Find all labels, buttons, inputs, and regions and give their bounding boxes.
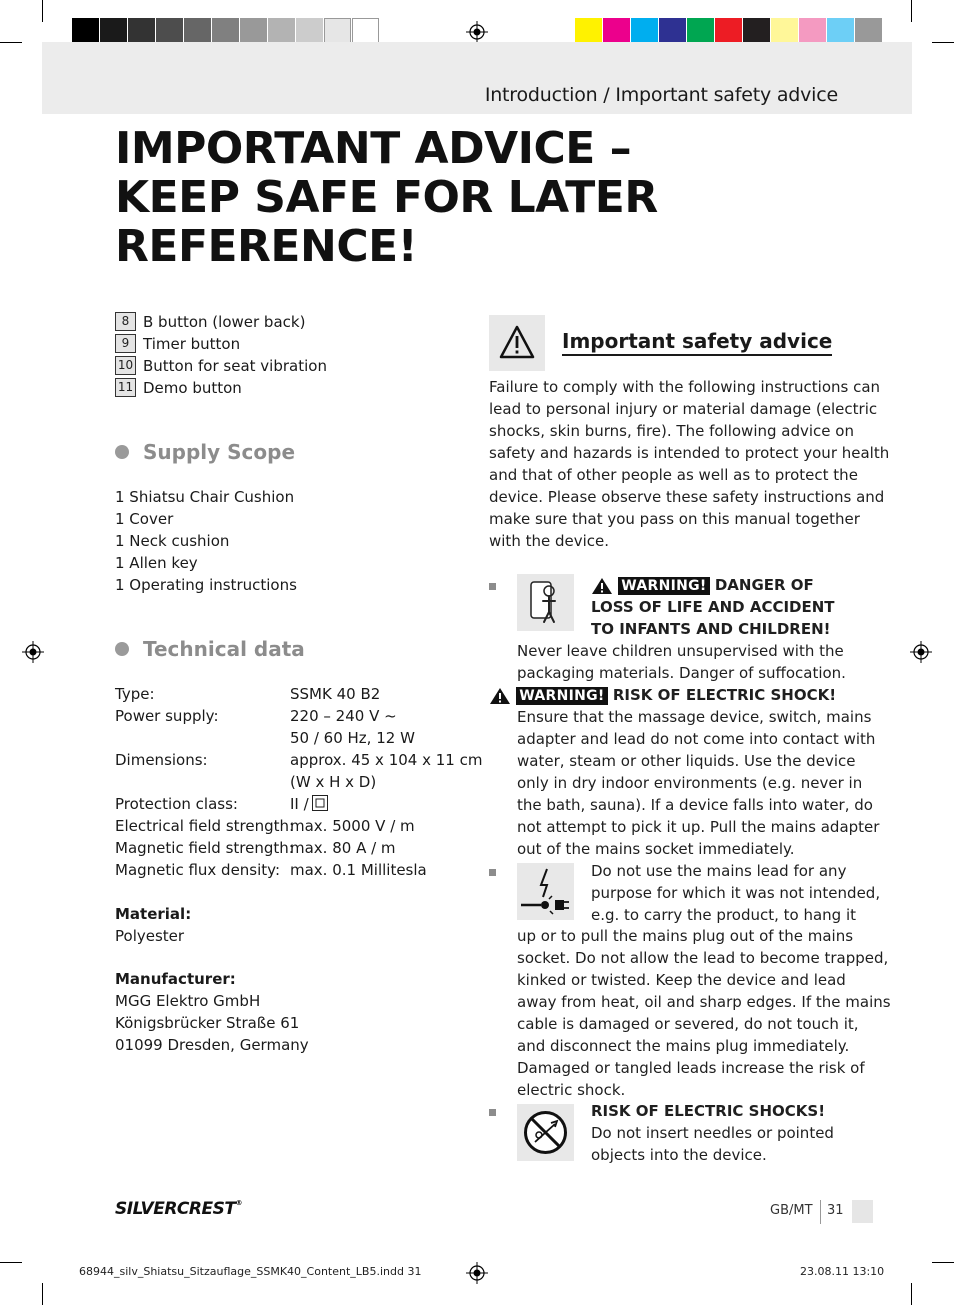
registration-mark-icon <box>910 641 932 663</box>
region-label: GB/MT <box>770 1203 813 1218</box>
legend-label: Button for seat vibration <box>143 356 327 375</box>
legend-number: 9 <box>115 334 136 353</box>
item3-line: and disconnect the mains plug immediately. <box>517 1037 850 1055</box>
warning-badge: WARNING! <box>618 577 709 595</box>
spec-value: approx. 45 x 104 x 11 cm <box>290 751 483 769</box>
warning-triangle-icon <box>489 315 545 371</box>
print-date: 23.08.11 13:10 <box>800 1265 885 1278</box>
warning-badge: WARNING! <box>516 687 607 705</box>
item2-line: Ensure that the massage device, switch, mains <box>517 708 872 726</box>
technical-data-heading <box>115 637 305 661</box>
spec-label: Magnetic flux density: <box>115 861 281 879</box>
intro-line: make sure that you pass on this manual together <box>489 510 860 528</box>
no-needles-icon <box>517 1104 574 1161</box>
file-info: 68944_silv_Shiatsu_Sitzauflage_SSMK40_Content_LB5.indd 31 <box>79 1265 422 1278</box>
item4-heading: RISK OF ELECTRIC SHOCKS! <box>591 1102 826 1120</box>
item1-heading <box>591 574 835 640</box>
item1-heading-line: TO INFANTS AND CHILDREN! <box>591 620 831 638</box>
spec-label: Power supply: <box>115 707 219 725</box>
protection-class-ii-icon <box>312 795 328 811</box>
item2-line: adapter and lead do not come into contact with <box>517 730 876 748</box>
item4-line: objects into the device. <box>591 1146 767 1164</box>
section-title: Supply Scope <box>143 440 296 464</box>
spec-label: Electrical field strength: <box>115 817 295 835</box>
item3-line: electric shock. <box>517 1081 626 1099</box>
bullet-square <box>489 583 496 590</box>
supply-scope-heading <box>115 440 295 464</box>
material-block <box>115 903 191 947</box>
item2-line: out of the mains socket immediately. <box>517 840 795 858</box>
item2-line: not attempt to pick it up. Pull the mains adapter <box>517 818 880 836</box>
header-title: Introduction / Important safety advice <box>484 84 838 106</box>
intro-line: and that of other people as well as to protect the <box>489 466 858 484</box>
list-item: 1 Allen key <box>115 554 198 572</box>
item2-line: water, steam or other liquids. Use the device <box>517 752 856 770</box>
registration-mark-icon <box>22 641 44 663</box>
spec-label: Protection class: <box>115 795 238 813</box>
item4-line: Do not insert needles or pointed <box>591 1124 834 1142</box>
manufacturer-line: 01099 Dresden, Germany <box>115 1036 309 1054</box>
title-line: REFERENCE! <box>115 221 418 272</box>
registered-mark: ® <box>235 1199 242 1207</box>
item1-text <box>517 640 846 684</box>
list-item: 1 Operating instructions <box>115 576 297 594</box>
registration-mark-icon <box>466 21 488 43</box>
spec-value: max. 0.1 Millitesla <box>290 861 427 879</box>
crop-mark <box>0 42 22 43</box>
legend-number: 8 <box>115 312 136 331</box>
page-title <box>115 124 675 271</box>
crop-mark <box>932 1262 954 1263</box>
spec-value-text: II / <box>290 795 309 813</box>
item3-line: Damaged or tangled leads increase the risk of <box>517 1059 865 1077</box>
item1-line: Never leave children unsupervised with the <box>517 642 844 660</box>
item3-line: up or to pull the mains plug out of the mains <box>517 927 854 945</box>
warning-triangle-icon <box>591 577 613 595</box>
intro-line: with the device. <box>489 532 610 550</box>
spec-value: max. 5000 V / m <box>290 817 415 835</box>
item2-line: only in dry indoor environments (e.g. never in <box>517 774 863 792</box>
spec-value: max. 80 A / m <box>290 839 396 857</box>
needle-warning-box <box>517 1104 574 1161</box>
crop-mark <box>42 1283 43 1305</box>
item1-heading-line <box>591 574 835 596</box>
spec-label: Type: <box>115 685 155 703</box>
list-item: 1 Neck cushion <box>115 532 230 550</box>
manufacturer-label: Manufacturer: <box>115 970 236 988</box>
manufacturer-block <box>115 968 309 1056</box>
intro-line: safety and hazards is intended to protect your health <box>489 444 890 462</box>
intro-line: lead to personal injury or material damage (electric <box>489 400 878 418</box>
item3-line: socket. Do not allow the lead to become trapped, <box>517 949 889 967</box>
legend-item <box>115 311 305 331</box>
item3-line: Do not use the mains lead for any <box>591 862 847 880</box>
manufacturer-line: Königsbrücker Straße 61 <box>115 1014 300 1032</box>
supply-list <box>115 486 297 596</box>
page-tab <box>852 1200 873 1223</box>
material-label: Material: <box>115 905 192 923</box>
warning-triangle-box <box>489 315 545 371</box>
page-number: 31 <box>827 1203 844 1218</box>
title-line: IMPORTANT ADVICE – <box>115 123 632 174</box>
spec-label: Dimensions: <box>115 751 208 769</box>
intro-line: device. Please observe these safety instructions and <box>489 488 885 506</box>
item4-block <box>591 1100 834 1166</box>
safety-intro <box>489 376 889 552</box>
crop-mark <box>42 0 43 22</box>
item3-text-long <box>517 925 891 1101</box>
bullet-dot-icon <box>115 642 129 656</box>
item3-line: cable is damaged or severed, do not touch it, <box>517 1015 859 1033</box>
child-with-bag-icon <box>517 574 574 631</box>
spec-value: 220 – 240 V ~ <box>290 707 397 725</box>
list-item: 1 Cover <box>115 510 174 528</box>
crop-mark <box>911 0 912 22</box>
section-title: Technical data <box>143 637 305 661</box>
title-line: KEEP SAFE FOR LATER <box>115 172 658 223</box>
list-item: 1 Shiatsu Chair Cushion <box>115 488 295 506</box>
item2-line: the bath, sauna). If a device falls into water, do <box>517 796 873 814</box>
legend-item <box>115 355 327 375</box>
item1-line: packaging materials. Danger of suffocation. <box>517 664 846 682</box>
footer-divider <box>820 1200 821 1224</box>
bullet-dot-icon <box>115 445 129 459</box>
item3-line: e.g. to carry the product, to hang it <box>591 906 857 924</box>
manufacturer-line: MGG Elektro GmbH <box>115 992 261 1010</box>
item3-line: away from heat, oil and sharp edges. If the mains <box>517 993 891 1011</box>
electric-plug-icon <box>517 863 574 920</box>
item3-line: kinked or twisted. Keep the device and lead <box>517 971 846 989</box>
legend-item <box>115 333 240 353</box>
legend-label: Demo button <box>143 378 242 397</box>
cable-warning-box <box>517 863 574 920</box>
legend-label: Timer button <box>143 334 241 353</box>
legend-number: 11 <box>115 378 136 397</box>
heading-text: RISK OF ELECTRIC SHOCK! <box>612 686 837 704</box>
intro-line: shocks, skin burns, fire). The following advice on <box>489 422 854 440</box>
warning-triangle-icon <box>489 687 511 705</box>
crop-mark <box>0 1262 22 1263</box>
item3-text-short <box>591 860 880 926</box>
bullet-square <box>489 869 496 876</box>
child-warning-box <box>517 574 574 631</box>
item3-line: purpose for which it was not intended, <box>591 884 881 902</box>
heading-text: DANGER OF <box>714 576 814 594</box>
spec-value: SSMK 40 B2 <box>290 685 381 703</box>
crop-mark <box>932 42 954 43</box>
silvercrest-logo <box>115 1199 242 1219</box>
legend-label: B button (lower back) <box>143 312 306 331</box>
item2-text <box>517 706 879 860</box>
spec-value <box>290 793 328 815</box>
bullet-square <box>489 1109 496 1116</box>
spec-label: Magnetic field strength: <box>115 839 294 857</box>
brand-name: SILVERCREST <box>115 1199 236 1219</box>
registration-mark-icon <box>466 1262 488 1284</box>
legend-item <box>115 377 242 397</box>
spec-value: (W x H x D) <box>290 773 377 791</box>
legend-number: 10 <box>115 356 136 375</box>
spec-value: 50 / 60 Hz, 12 W <box>290 729 415 747</box>
item2-heading <box>489 684 836 706</box>
safety-title: Important safety advice <box>562 328 832 356</box>
item1-heading-line: LOSS OF LIFE AND ACCIDENT <box>591 598 835 616</box>
material-value: Polyester <box>115 927 185 945</box>
crop-mark <box>911 1283 912 1305</box>
intro-line: Failure to comply with the following instructions can <box>489 378 881 396</box>
